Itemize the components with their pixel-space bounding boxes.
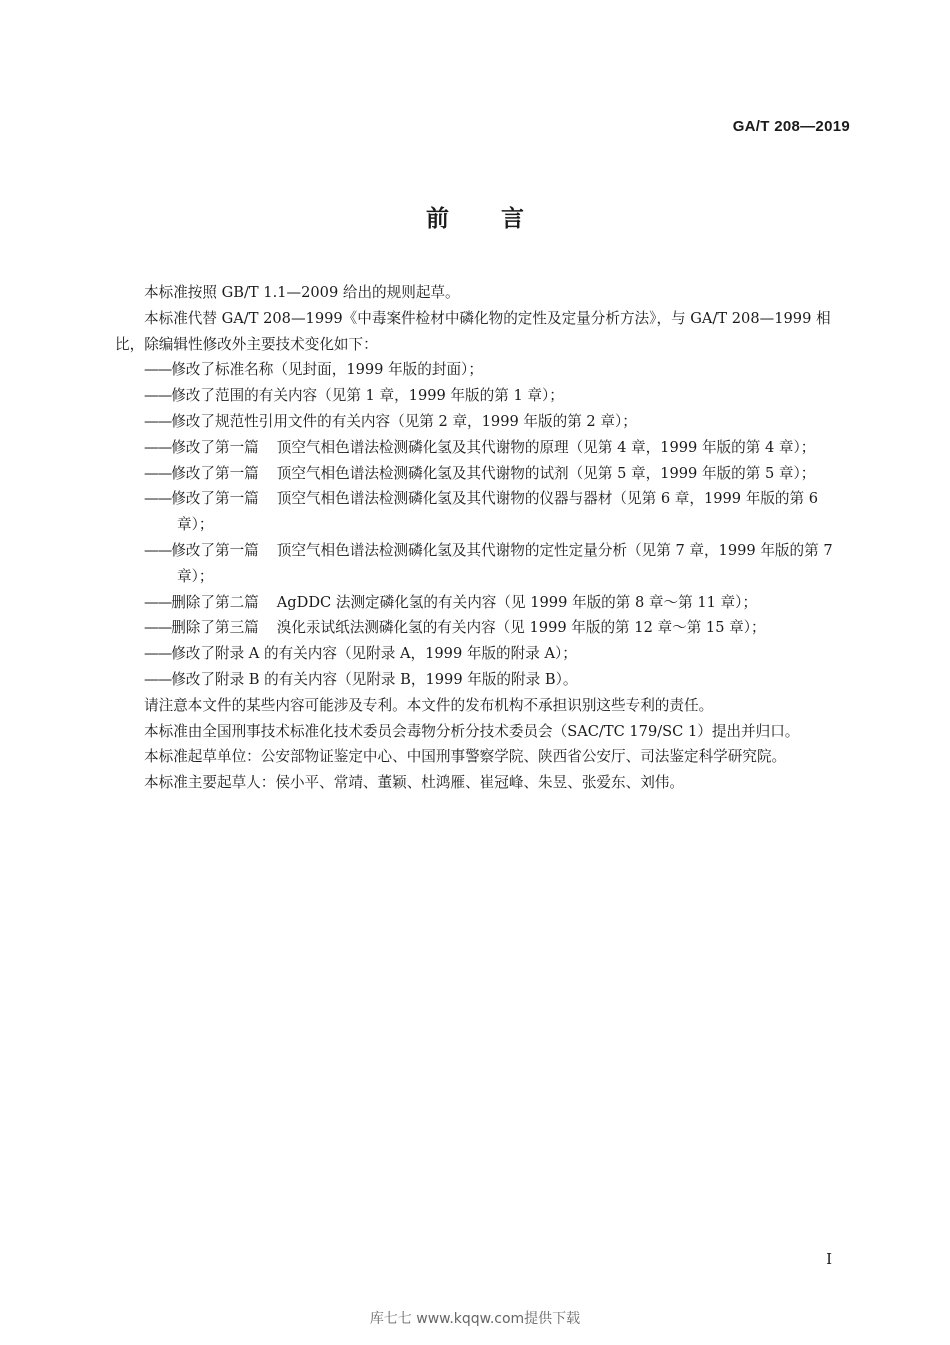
dash-prefix: —— xyxy=(144,490,172,508)
paragraph: 请注意本文件的某些内容可能涉及专利。本文件的发布机构不承担识别这些专利的责任。 xyxy=(144,696,714,714)
standard-code: GA/T 208—2019 xyxy=(732,118,850,135)
page-number: I xyxy=(826,1250,832,1268)
paragraph: 本标准起草单位：公安部物证鉴定中心、中国刑事警察学院、陕西省公安厅、司法鉴定科学研究院。 xyxy=(144,748,787,766)
dash-prefix: —— xyxy=(144,412,172,430)
paragraph: 本标准按照 GB/T 1.1—2009 给出的规则起草。 xyxy=(144,284,460,301)
list-item-part: 修改了第一篇 xyxy=(171,464,259,482)
list-item-text: 顶空气相色谱法检测磷化氢及其代谢物的定性定量分析（见第 7 章，1999 年版的第 7 章）； xyxy=(177,541,833,585)
dash-prefix: —— xyxy=(144,619,172,637)
document-body xyxy=(115,280,850,796)
dash-prefix: —— xyxy=(144,593,172,611)
list-item-text: 顶空气相色谱法检测磷化氢及其代谢物的原理（见第 4 章，1999 年版的第 4 章）； xyxy=(276,438,816,456)
dash-prefix: —— xyxy=(144,387,172,405)
dash-prefix: —— xyxy=(144,438,172,456)
list-item xyxy=(115,357,850,383)
list-item-text: 修改了附录 B 的有关内容（见附录 B，1999 年版的附录 B）。 xyxy=(171,670,578,688)
list-item-text: 修改了规范性引用文件的有关内容（见第 2 章，1999 年版的第 2 章）； xyxy=(171,412,637,430)
list-item xyxy=(115,486,850,538)
list-item-text: 顶空气相色谱法检测磷化氢及其代谢物的仪器与器材（见第 6 章，1999 年版的第 6 章）； xyxy=(177,490,819,534)
list-item xyxy=(115,538,850,590)
list-item xyxy=(115,383,850,409)
list-item xyxy=(115,461,850,487)
dash-prefix: —— xyxy=(144,645,172,663)
list-item xyxy=(115,435,850,461)
dash-prefix: —— xyxy=(144,361,172,379)
list-item-part: 修改了第一篇 xyxy=(171,541,259,559)
list-item-part: 修改了第一篇 xyxy=(171,490,259,508)
list-item-text: 顶空气相色谱法检测磷化氢及其代谢物的试剂（见第 5 章，1999 年版的第 5 章）； xyxy=(276,464,816,482)
paragraph: 本标准由全国刑事技术标准化技术委员会毒物分析分技术委员会（SAC/TC 179/SC 1）提出并归口。 xyxy=(144,722,800,740)
list-item-text: 修改了标准名称（见封面，1999 年版的封面）； xyxy=(171,361,483,379)
dash-prefix: —— xyxy=(144,541,172,559)
list-item-text: AgDDC 法测定磷化氢的有关内容（见 1999 年版的第 8 章～第 11 章）； xyxy=(276,593,758,611)
list-item xyxy=(115,409,850,435)
list-item-text: 修改了范围的有关内容（见第 1 章，1999 年版的第 1 章）； xyxy=(171,387,564,405)
paragraph: 本标准主要起草人：侯小平、常靖、董颖、杜鸿雁、崔冠峰、朱昱、张爱东、刘伟。 xyxy=(144,774,684,792)
list-item-part: 删除了第三篇 xyxy=(171,619,259,637)
dash-prefix: —— xyxy=(144,464,172,482)
page-title: 前言 xyxy=(426,206,576,232)
list-item xyxy=(115,667,850,693)
list-item xyxy=(115,590,850,616)
dash-prefix: —— xyxy=(144,670,172,688)
list-item-part: 删除了第二篇 xyxy=(171,593,259,611)
changes-list xyxy=(115,357,850,692)
list-item-text: 溴化汞试纸法测磷化氢的有关内容（见 1999 年版的第 12 章～第 15 章）； xyxy=(276,619,766,637)
list-item-text: 修改了附录 A 的有关内容（见附录 A，1999 年版的附录 A）； xyxy=(171,645,577,663)
paragraph: 本标准代替 GA/T 208—1999《中毒案件检材中磷化物的定性及定量分析方法》，与 GA/T 208—1999 相比，除编辑性修改外主要技术变化如下： xyxy=(115,309,831,353)
list-item xyxy=(115,641,850,667)
download-watermark: 库七七 www.kqqw.com提供下载 xyxy=(369,1311,581,1327)
list-item-part: 修改了第一篇 xyxy=(171,438,259,456)
list-item xyxy=(115,615,850,641)
